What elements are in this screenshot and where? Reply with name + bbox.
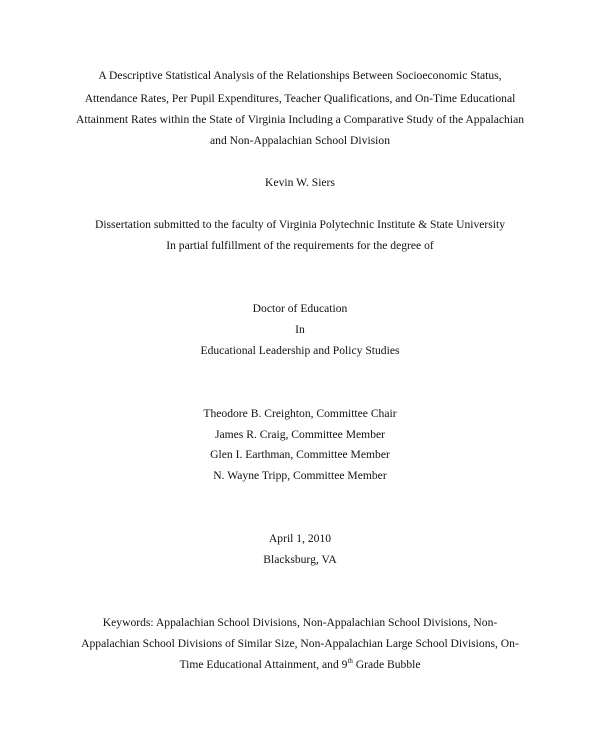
keywords-line-3 — [0, 658, 600, 672]
title-line-3: Attainment Rates within the State of Virginia Including a Comparative Study of the Appalachian — [75, 113, 525, 126]
title-line-1: A Descriptive Statistical Analysis of the Relationships Between Socioeconomic Status, — [98, 69, 502, 82]
submission-line-1: Dissertation submitted to the faculty of Virginia Polytechnic Institute & State University — [94, 218, 506, 231]
submission-line-2: In partial fulfillment of the requirements for the degree of — [166, 239, 434, 252]
committee-member-3: Glen I. Earthman, Committee Member — [210, 448, 390, 461]
committee-member-2: James R. Craig, Committee Member — [214, 428, 385, 441]
keywords-line-2: Appalachian School Divisions of Similar Size, Non-Appalachian Large School Divisions, On- — [81, 637, 519, 650]
author-name: Kevin W. Siers — [265, 176, 335, 189]
keywords-line-3-end: Grade Bubble — [352, 658, 421, 671]
committee-member-1: Theodore B. Creighton, Committee Chair — [203, 407, 397, 420]
ordinal-suffix: th — [347, 657, 353, 665]
title-line-2: Attendance Rates, Per Pupil Expenditures, Teacher Qualifications, and On-Time Educational — [84, 92, 516, 105]
degree-name: Doctor of Education — [252, 302, 348, 315]
keywords-line-3-start: Time Educational Attainment, and 9 — [179, 658, 348, 671]
submission-date: April 1, 2010 — [268, 532, 332, 545]
committee-member-4: N. Wayne Tripp, Committee Member — [213, 469, 387, 482]
submission-place: Blacksburg, VA — [263, 553, 337, 566]
degree-connector: In — [295, 323, 305, 336]
title-line-4: and Non-Appalachian School Division — [210, 134, 390, 147]
keywords-line-1: Keywords: Appalachian School Divisions, Non-Appalachian School Divisions, Non- — [102, 616, 498, 629]
degree-field: Educational Leadership and Policy Studies — [200, 344, 400, 357]
